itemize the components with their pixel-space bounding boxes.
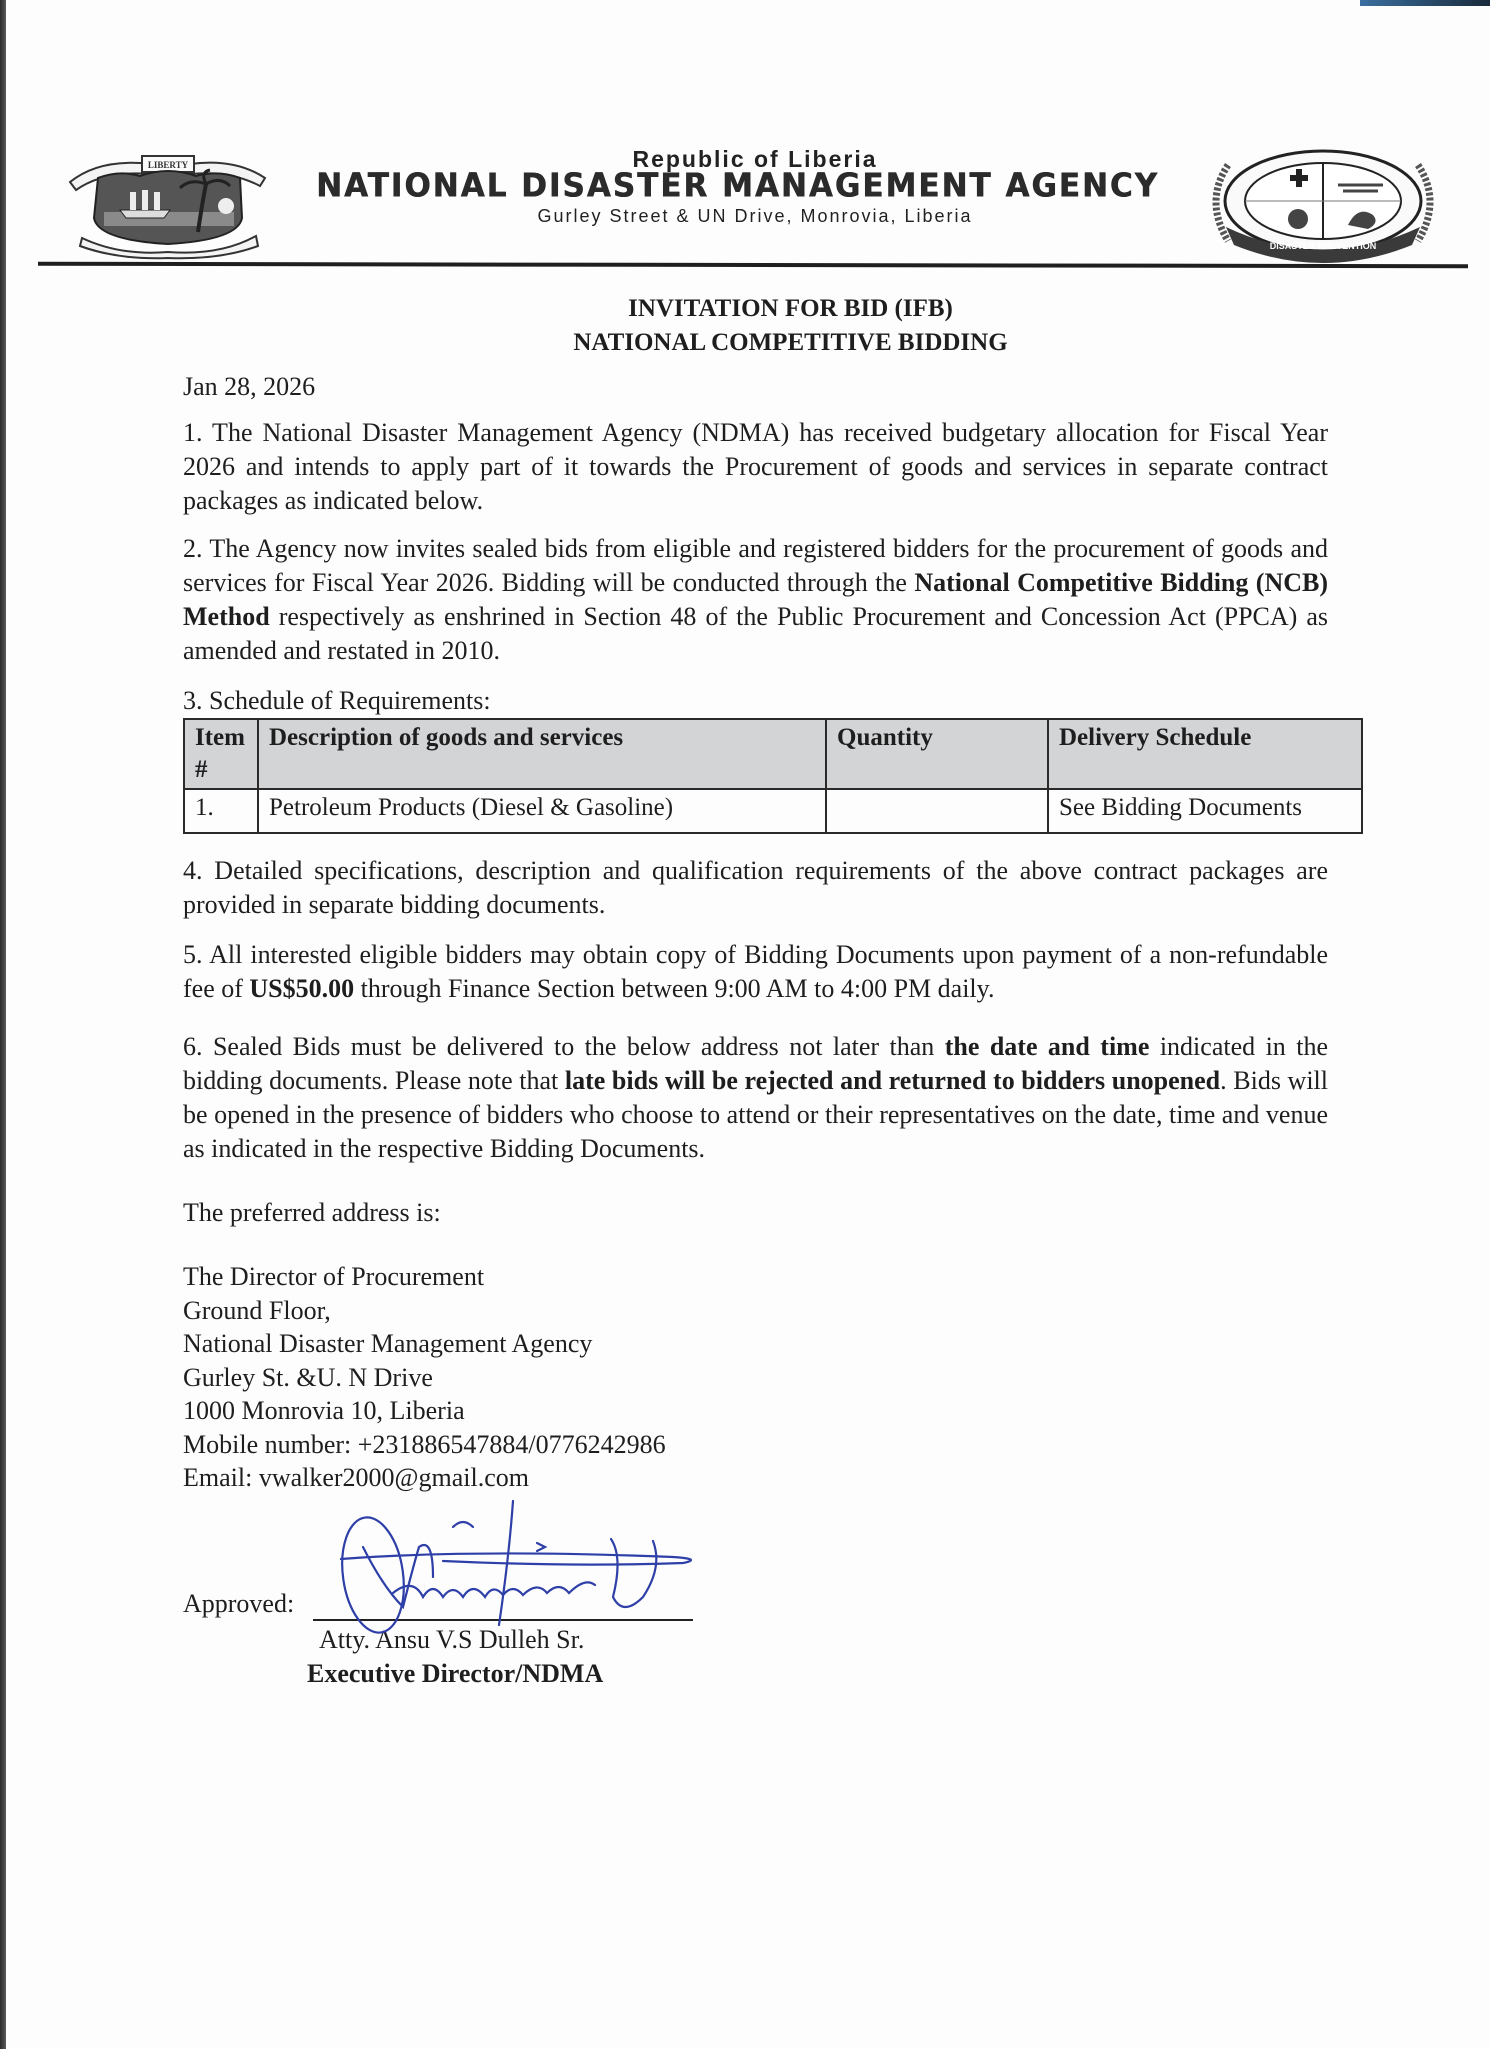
emblem-ribbon-text: DISASTER PREVENTION xyxy=(1269,241,1377,251)
approval-block xyxy=(183,1501,1328,1621)
paragraph-5-text-end: through Finance Section between 9:00 AM to 4:00 PM daily. xyxy=(354,974,995,1003)
table-header-row xyxy=(184,719,1362,789)
letterhead-address: Gurley Street & UN Drive, Monrovia, Liberia xyxy=(537,206,973,226)
signer-name: Atty. Ansu V.S Dulleh Sr. xyxy=(319,1624,585,1654)
late-bids-warning: late bids will be rejected and returned to bidders unopened xyxy=(564,1066,1221,1095)
cell-delivery-schedule: See Bidding Documents xyxy=(1048,789,1362,833)
document-title xyxy=(183,292,1328,360)
email-address: Email: vwalker2000@gmail.com xyxy=(183,1463,529,1492)
paragraph-4: 4. Detailed specifications, description and qualification requirements of the above contract packages are provided in separate bidding documents. xyxy=(183,856,1328,919)
paragraph-2-text-end: respectively as enshrined in Section 48 of the Public Procurement and Concession Act (PPCA) as amended and restated in 2010. xyxy=(183,602,1328,665)
column-header-delivery-schedule: Delivery Schedule xyxy=(1048,719,1362,789)
letterhead-country: Republic of Liberia xyxy=(632,146,878,172)
address-line: The Director of Procurement xyxy=(183,1262,485,1291)
address-intro: The preferred address is: xyxy=(183,1198,441,1227)
column-header-description: Description of goods and services xyxy=(258,719,826,789)
ncb-method-emphasis: National Competitive Bidding (NCB) Method xyxy=(183,568,1329,631)
title-line-1: INVITATION FOR BID (IFB) xyxy=(628,295,953,322)
fee-amount: US$50.00 xyxy=(249,974,355,1003)
ndma-emblem-icon xyxy=(1198,145,1448,263)
document-date: Jan 28, 2026 xyxy=(183,372,316,401)
paragraph-5 xyxy=(183,938,1328,1006)
schedule-of-requirements-table xyxy=(183,718,1363,834)
schedule-heading: 3. Schedule of Requirements: xyxy=(183,686,491,715)
cell-quantity xyxy=(826,789,1048,833)
paragraph-5-text: 5. All interested eligible bidders may obtain copy of Bidding Documents upon payment of a non-refundable fee of xyxy=(183,940,1328,1003)
address-line: National Disaster Management Agency xyxy=(183,1329,593,1358)
column-header-item: Item # xyxy=(184,719,258,789)
cell-description: Petroleum Products (Diesel & Gasoline) xyxy=(258,789,826,833)
paragraph-2-text: 2. The Agency now invites sealed bids from eligible and registered bidders for the procurement of goods and services for Fiscal Year 2026. Bidding will be conducted through the xyxy=(183,534,1328,597)
deadline-emphasis: the date and time xyxy=(944,1032,1150,1061)
signer-title: Executive Director/NDMA xyxy=(307,1658,604,1688)
address-line: Gurley St. &U. N Drive xyxy=(183,1362,433,1392)
scan-edge xyxy=(0,0,6,2049)
letterhead-agency-name: NATIONAL DISASTER MANAGEMENT AGENCY xyxy=(315,167,1159,205)
letterhead xyxy=(0,0,1490,275)
seal-banner-text: LIBERTY xyxy=(147,160,189,170)
mobile-number: Mobile number: +231886547884/0776242986 xyxy=(183,1429,666,1459)
cell-item-number: 1. xyxy=(184,789,258,833)
paragraph-6-text-mid: indicated in the bidding documents. Please note that xyxy=(183,1032,1328,1095)
paragraph-6-text-end: . Bids will be opened in the presence of bidders who choose to attend or their representatives on the date, time and venue as indicated in the respective Bidding Documents. xyxy=(183,1066,1328,1163)
address-line: 1000 Monrovia 10, Liberia xyxy=(183,1396,465,1425)
table-row xyxy=(184,789,1362,833)
title-line-2: NATIONAL COMPETITIVE BIDDING xyxy=(573,329,1008,356)
paragraph-6-text: 6. Sealed Bids must be delivered to the below address not later than xyxy=(183,1032,945,1061)
document-body xyxy=(183,292,1328,1691)
address-line: Ground Floor, xyxy=(183,1295,331,1325)
procurement-address xyxy=(183,1260,1328,1495)
emblem-ring xyxy=(1225,151,1421,251)
paragraph-1: 1. The National Disaster Management Agency (NDMA) has received budgetary allocation for Fiscal Year 2026 and intends to apply part of it towards the Procurement of goods and services in separate contract packages as indicated below. xyxy=(183,418,1328,515)
paragraph-6 xyxy=(183,1030,1328,1166)
handwritten-signature-icon xyxy=(323,1497,753,1637)
approved-label: Approved: xyxy=(183,1588,295,1618)
column-header-quantity: Quantity xyxy=(826,719,1048,789)
paragraph-2 xyxy=(183,532,1328,668)
